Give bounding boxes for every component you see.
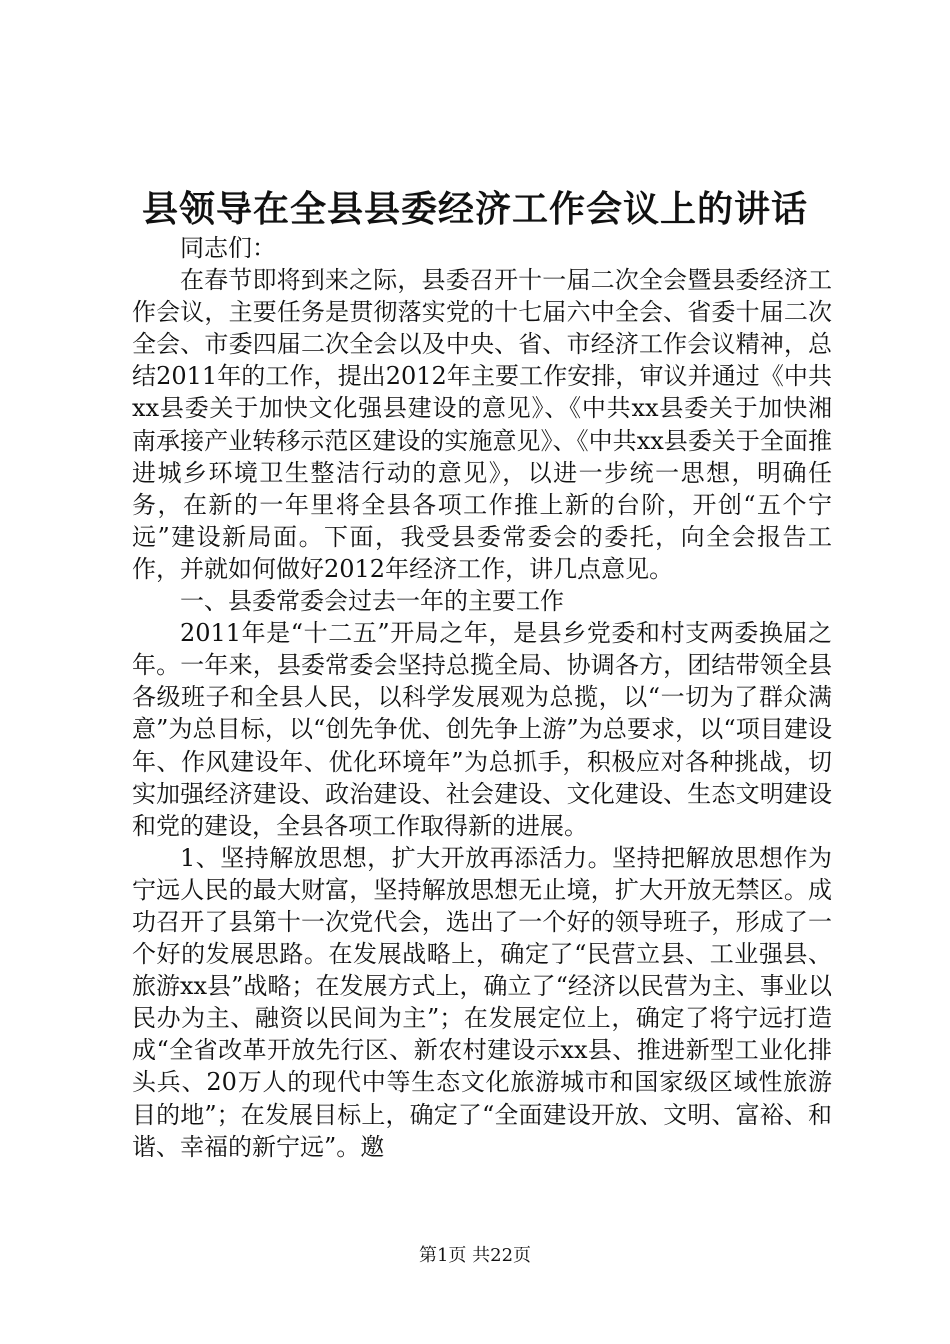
paragraph-item-1: 1、坚持解放思想，扩大开放再添活力。坚持把解放思想作为宁远人民的最大财富，坚持解放思想无止境，扩大开放无禁区。成功召开了县第十一次党代会，选出了一个好的领导班子，形成了一个好的发展思路。在发展战略上，确定了“民营立县、工业强县、旅游xx县”战略；在发展方式上，确立了“经济以民营为主、事业以民办为主、融资以民间为主”；在发展定位上，确定了将宁远打造成“全省改革开放先行区、新农村建设示xx县、推进新型工业化排头兵、20万人的现代中等生态文化旅游城市和国家级区域性旅游目的地”；在发展目标上，确定了“全面建设开放、文明、富裕、和谐、幸福的新宁远”。邀: [132, 843, 832, 1161]
page-number-footer: 第1页 共22页: [418, 1245, 532, 1266]
paragraph-summary: 2011年是“十二五”开局之年，是县乡党委和村支两委换届之年。一年来，县委常委会坚持总揽全局、协调各方，团结带领全县各级班子和全县人民，以科学发展观为总揽，以“一切为了群众满意”为总目标，以“创先争优、创先争上游”为总要求，以“项目建设年、作风建设年、优化环境年”为总抓手，积极应对各种挑战，切实加强经济建设、政治建设、社会建设、文化建设、生态文明建设和党的建设，全县各项工作取得新的进展。: [132, 619, 832, 840]
section-heading: 一、县委常委会过去一年的主要工作: [180, 587, 564, 616]
document-body: [132, 232, 832, 1163]
document-title: 县领导在全县县委经济工作会议上的讲话: [141, 188, 808, 230]
paragraph-intro: 在春节即将到来之际，县委召开十一届二次全会暨县委经济工作会议，主要任务是贯彻落实党的十七届六中全会、省委十届二次全会、市委四届二次全会以及中央、省、市经济工作会议精神，总结2011年的工作，提出2012年主要工作安排，审议并通过《中共xx县委关于加快文化强县建设的意见》、《中共xx县委关于加快湘南承接产业转移示范区建设的实施意见》、《中共xx县委关于全面推进城乡环境卫生整洁行动的意见》，以进一步统一思想，明确任务，在新的一年里将全县各项工作推上新的台阶，开创“五个宁远”建设新局面。下面，我受县委常委会的委托，向全会报告工作，并就如何做好2012年经济工作，讲几点意见。: [132, 266, 832, 583]
salutation: 同志们：: [180, 234, 276, 262]
